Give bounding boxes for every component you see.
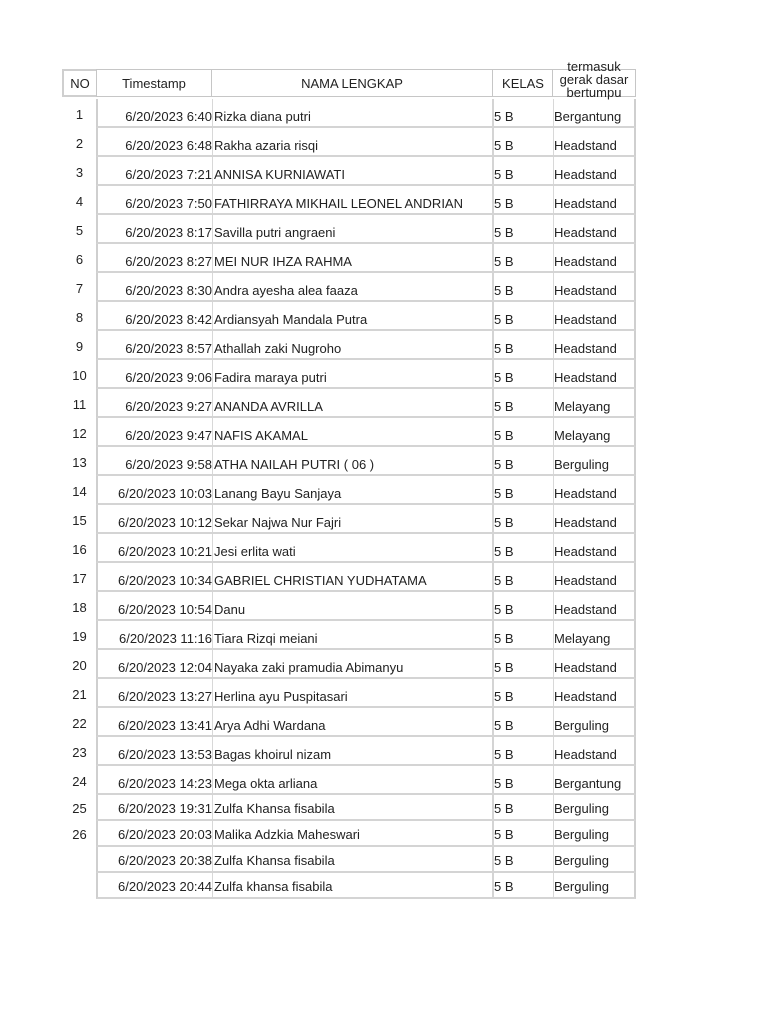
- table-row: [62, 128, 636, 157]
- row-cells: [96, 273, 636, 302]
- row-cells: [96, 737, 636, 766]
- cell-timestamp: 6/20/2023 10:03: [118, 486, 212, 501]
- row-cells: [96, 418, 636, 447]
- row-cells: [96, 360, 636, 389]
- cell-timestamp: 6/20/2023 13:41: [118, 718, 212, 733]
- header-no: NO: [62, 69, 97, 97]
- cell-gerak-dasar: Bergantung: [554, 109, 622, 124]
- column-divider: [212, 847, 213, 871]
- header-nama-lengkap: NAMA LENGKAP: [211, 69, 493, 97]
- cell-kelas: 5 B: [494, 109, 514, 124]
- cell-gerak-dasar: Headstand: [554, 573, 617, 588]
- cell-no: 6: [75, 252, 84, 267]
- cell-kelas: 5 B: [494, 573, 514, 588]
- cell-gerak-dasar: Headstand: [554, 167, 617, 182]
- cell-nama-lengkap: Malika Adzkia Maheswari: [214, 827, 360, 842]
- cell-no: 25: [72, 801, 87, 816]
- table-row: [62, 873, 636, 899]
- header-timestamp: Timestamp: [96, 69, 212, 97]
- cell-timestamp: 6/20/2023 9:47: [125, 428, 212, 443]
- column-divider: [212, 505, 213, 532]
- cell-no: 8: [75, 310, 84, 325]
- table-row: [62, 766, 636, 795]
- cell-kelas: 5 B: [494, 602, 514, 617]
- table-row: [62, 331, 636, 360]
- cell-nama-lengkap: Fadira maraya putri: [214, 370, 327, 385]
- row-cells: [96, 157, 636, 186]
- table-row: [62, 215, 636, 244]
- cell-no: 20: [72, 658, 87, 673]
- cell-nama-lengkap: Zulfa Khansa fisabila: [214, 853, 335, 868]
- cell-no: 12: [72, 426, 87, 441]
- cell-timestamp: 6/20/2023 8:17: [125, 225, 212, 240]
- row-cells: [96, 766, 636, 795]
- cell-nama-lengkap: Nayaka zaki pramudia Abimanyu: [214, 660, 404, 675]
- cell-no: 19: [72, 629, 87, 644]
- cell-no: 21: [72, 687, 87, 702]
- cell-kelas: 5 B: [494, 341, 514, 356]
- column-divider: [212, 186, 213, 213]
- cell-nama-lengkap: ANNISA KURNIAWATI: [214, 167, 345, 182]
- cell-kelas: 5 B: [494, 747, 514, 762]
- cell-kelas: 5 B: [494, 718, 514, 733]
- cell-nama-lengkap: FATHIRRAYA MIKHAIL LEONEL ANDRIAN: [214, 196, 463, 211]
- cell-nama-lengkap: Zulfa khansa fisabila: [214, 879, 333, 894]
- cell-gerak-dasar: Headstand: [554, 283, 617, 298]
- cell-gerak-dasar: Headstand: [554, 660, 617, 675]
- cell-no: 24: [72, 774, 87, 789]
- cell-nama-lengkap: Athallah zaki Nugroho: [214, 341, 342, 356]
- cell-gerak-dasar: Berguling: [554, 457, 609, 472]
- column-divider: [212, 418, 213, 445]
- cell-kelas: 5 B: [494, 853, 514, 868]
- cell-no: 15: [72, 513, 87, 528]
- cell-gerak-dasar: Berguling: [554, 853, 609, 868]
- header-gerak-dasar: [552, 58, 636, 100]
- cell-kelas: 5 B: [494, 486, 514, 501]
- row-cells: [96, 534, 636, 563]
- cell-gerak-dasar: Melayang: [554, 399, 611, 414]
- cell-gerak-dasar: Melayang: [554, 428, 611, 443]
- cell-no: 4: [75, 194, 84, 209]
- table-row: [62, 795, 636, 821]
- cell-timestamp: 6/20/2023 8:57: [125, 341, 212, 356]
- row-cells: [96, 708, 636, 737]
- cell-timestamp: 6/20/2023 19:31: [118, 801, 212, 816]
- cell-gerak-dasar: Headstand: [554, 341, 617, 356]
- row-cells: [96, 215, 636, 244]
- cell-nama-lengkap: Rakha azaria risqi: [214, 138, 319, 153]
- cell-kelas: 5 B: [494, 167, 514, 182]
- row-cells: [96, 650, 636, 679]
- column-divider: [212, 157, 213, 184]
- column-divider: [212, 592, 213, 619]
- cell-gerak-dasar: Melayang: [554, 631, 611, 646]
- cell-nama-lengkap: NAFIS AKAMAL: [214, 428, 308, 443]
- row-cells: [96, 447, 636, 476]
- table-row: [62, 302, 636, 331]
- header-gerak-line-2: gerak dasar: [559, 71, 629, 87]
- table-row: [62, 186, 636, 215]
- cell-nama-lengkap: GABRIEL CHRISTIAN YUDHATAMA: [214, 573, 427, 588]
- column-divider: [212, 873, 213, 897]
- column-divider: [212, 621, 213, 648]
- cell-gerak-dasar: Headstand: [554, 138, 617, 153]
- cell-nama-lengkap: ANANDA AVRILLA: [214, 399, 323, 414]
- cell-timestamp: 6/20/2023 10:34: [118, 573, 212, 588]
- table-row: [62, 650, 636, 679]
- table-row: [62, 418, 636, 447]
- table-row: [62, 476, 636, 505]
- cell-gerak-dasar: Berguling: [554, 801, 609, 816]
- cell-gerak-dasar: Berguling: [554, 718, 609, 733]
- cell-nama-lengkap: ATHA NAILAH PUTRI ( 06 ): [214, 457, 375, 472]
- spreadsheet-table: [62, 58, 636, 899]
- row-cells: [96, 621, 636, 650]
- cell-gerak-dasar: Headstand: [554, 196, 617, 211]
- cell-timestamp: 6/20/2023 14:23: [118, 776, 212, 791]
- column-divider: [212, 679, 213, 706]
- cell-kelas: 5 B: [494, 399, 514, 414]
- column-divider: [212, 389, 213, 416]
- column-divider: [212, 795, 213, 819]
- cell-timestamp: 6/20/2023 10:12: [118, 515, 212, 530]
- cell-timestamp: 6/20/2023 10:21: [118, 544, 212, 559]
- cell-nama-lengkap: Rizka diana putri: [214, 109, 311, 124]
- column-divider: [212, 273, 213, 300]
- row-cells: [96, 821, 636, 847]
- row-cells: [96, 476, 636, 505]
- column-divider: [212, 215, 213, 242]
- cell-kelas: 5 B: [494, 827, 514, 842]
- column-divider: [212, 447, 213, 474]
- cell-timestamp: 6/20/2023 8:42: [125, 312, 212, 327]
- row-cells: [96, 563, 636, 592]
- cell-no: 14: [72, 484, 87, 499]
- cell-nama-lengkap: Bagas khoirul nizam: [214, 747, 332, 762]
- table-row: [62, 592, 636, 621]
- cell-no: 10: [72, 368, 87, 383]
- cell-gerak-dasar: Berguling: [554, 827, 609, 842]
- cell-nama-lengkap: Tiara Rizqi meiani: [214, 631, 318, 646]
- cell-kelas: 5 B: [494, 515, 514, 530]
- cell-gerak-dasar: Headstand: [554, 225, 617, 240]
- cell-kelas: 5 B: [494, 631, 514, 646]
- row-cells: [96, 795, 636, 821]
- column-divider: [212, 331, 213, 358]
- cell-gerak-dasar: Headstand: [554, 689, 617, 704]
- cell-kelas: 5 B: [494, 544, 514, 559]
- cell-kelas: 5 B: [494, 689, 514, 704]
- table-row: [62, 273, 636, 302]
- table-row: [62, 389, 636, 418]
- cell-nama-lengkap: Zulfa Khansa fisabila: [214, 801, 335, 816]
- cell-nama-lengkap: Andra ayesha alea faaza: [214, 283, 358, 298]
- cell-timestamp: 6/20/2023 20:44: [118, 879, 212, 894]
- cell-timestamp: 6/20/2023 12:04: [118, 660, 212, 675]
- table-body: [62, 99, 636, 899]
- row-cells: [96, 331, 636, 360]
- cell-gerak-dasar: Headstand: [554, 254, 617, 269]
- cell-no: 18: [72, 600, 87, 615]
- cell-no: 3: [75, 165, 84, 180]
- cell-kelas: 5 B: [494, 801, 514, 816]
- table-row: [62, 679, 636, 708]
- row-cells: [96, 389, 636, 418]
- cell-no: 9: [75, 339, 84, 354]
- cell-kelas: 5 B: [494, 776, 514, 791]
- row-cells: [96, 873, 636, 899]
- row-cells: [96, 99, 636, 128]
- cell-no: 16: [72, 542, 87, 557]
- table-row: [62, 505, 636, 534]
- cell-gerak-dasar: Headstand: [554, 370, 617, 385]
- row-cells: [96, 847, 636, 873]
- cell-nama-lengkap: Danu: [214, 602, 246, 617]
- cell-gerak-dasar: Headstand: [554, 747, 617, 762]
- cell-kelas: 5 B: [494, 428, 514, 443]
- table-row: [62, 708, 636, 737]
- cell-nama-lengkap: Jesi erlita wati: [214, 544, 296, 559]
- column-divider: [212, 534, 213, 561]
- cell-timestamp: 6/20/2023 7:50: [125, 196, 212, 211]
- cell-gerak-dasar: Headstand: [554, 486, 617, 501]
- cell-no: 22: [72, 716, 87, 731]
- cell-kelas: 5 B: [494, 283, 514, 298]
- cell-no: 7: [75, 281, 84, 296]
- cell-nama-lengkap: Mega okta arliana: [214, 776, 318, 791]
- cell-timestamp: 6/20/2023 6:40: [125, 109, 212, 124]
- cell-nama-lengkap: Savilla putri angraeni: [214, 225, 336, 240]
- cell-timestamp: 6/20/2023 13:27: [118, 689, 212, 704]
- cell-timestamp: 6/20/2023 8:27: [125, 254, 212, 269]
- table-row: [62, 563, 636, 592]
- row-cells: [96, 679, 636, 708]
- cell-nama-lengkap: MEI NUR IHZA RAHMA: [214, 254, 352, 269]
- column-divider: [212, 99, 213, 126]
- cell-timestamp: 6/20/2023 11:16: [118, 631, 212, 646]
- table-row: [62, 99, 636, 128]
- cell-gerak-dasar: Berguling: [554, 879, 609, 894]
- header-gerak-line-1: termasuk: [567, 58, 621, 74]
- cell-gerak-dasar: Headstand: [554, 544, 617, 559]
- table-row: [62, 737, 636, 766]
- cell-no: 13: [72, 455, 87, 470]
- cell-no: 5: [75, 223, 84, 238]
- cell-kelas: 5 B: [494, 660, 514, 675]
- row-cells: [96, 128, 636, 157]
- cell-no: 26: [72, 827, 87, 842]
- cell-nama-lengkap: Herlina ayu Puspitasari: [214, 689, 348, 704]
- cell-timestamp: 6/20/2023 9:06: [125, 370, 212, 385]
- column-divider: [212, 821, 213, 845]
- cell-timestamp: 6/20/2023 13:53: [118, 747, 212, 762]
- cell-timestamp: 6/20/2023 7:21: [125, 167, 212, 182]
- row-cells: [96, 302, 636, 331]
- column-divider: [212, 244, 213, 271]
- column-divider: [212, 476, 213, 503]
- cell-timestamp: 6/20/2023 10:54: [118, 602, 212, 617]
- row-cells: [96, 505, 636, 534]
- cell-nama-lengkap: Ardiansyah Mandala Putra: [214, 312, 368, 327]
- cell-kelas: 5 B: [494, 138, 514, 153]
- row-cells: [96, 244, 636, 273]
- cell-timestamp: 6/20/2023 9:58: [125, 457, 212, 472]
- column-divider: [212, 650, 213, 677]
- cell-no: 11: [72, 397, 87, 412]
- table-row: [62, 534, 636, 563]
- cell-kelas: 5 B: [494, 196, 514, 211]
- table-row: [62, 157, 636, 186]
- table-row: [62, 360, 636, 389]
- cell-gerak-dasar: Headstand: [554, 602, 617, 617]
- header-gerak-line-3: bertumpu: [566, 84, 622, 100]
- cell-kelas: 5 B: [494, 457, 514, 472]
- column-divider: [212, 737, 213, 764]
- column-divider: [212, 302, 213, 329]
- cell-gerak-dasar: Headstand: [554, 515, 617, 530]
- cell-kelas: 5 B: [494, 225, 514, 240]
- table-row: [62, 847, 636, 873]
- row-cells: [96, 186, 636, 215]
- header-kelas: KELAS: [492, 69, 554, 97]
- cell-kelas: 5 B: [494, 254, 514, 269]
- cell-kelas: 5 B: [494, 879, 514, 894]
- column-divider: [212, 563, 213, 590]
- cell-timestamp: 6/20/2023 6:48: [125, 138, 212, 153]
- column-divider: [212, 360, 213, 387]
- table-row: [62, 821, 636, 847]
- table-row: [62, 244, 636, 273]
- cell-gerak-dasar: Bergantung: [554, 776, 622, 791]
- cell-no: 1: [75, 107, 84, 122]
- cell-gerak-dasar: Headstand: [554, 312, 617, 327]
- column-divider: [212, 708, 213, 735]
- cell-nama-lengkap: Sekar Najwa Nur Fajri: [214, 515, 342, 530]
- row-cells: [96, 592, 636, 621]
- header-row: [62, 58, 636, 100]
- cell-timestamp: 6/20/2023 20:03: [118, 827, 212, 842]
- cell-timestamp: 6/20/2023 9:27: [125, 399, 212, 414]
- cell-nama-lengkap: Lanang Bayu Sanjaya: [214, 486, 342, 501]
- cell-timestamp: 6/20/2023 20:38: [118, 853, 212, 868]
- cell-kelas: 5 B: [494, 370, 514, 385]
- cell-timestamp: 6/20/2023 8:30: [125, 283, 212, 298]
- cell-nama-lengkap: Arya Adhi Wardana: [214, 718, 326, 733]
- table-row: [62, 447, 636, 476]
- column-divider: [212, 766, 213, 793]
- cell-kelas: 5 B: [494, 312, 514, 327]
- table-row: [62, 621, 636, 650]
- cell-no: 17: [72, 571, 87, 586]
- column-divider: [212, 128, 213, 155]
- cell-no: 23: [72, 745, 87, 760]
- cell-no: 2: [75, 136, 84, 151]
